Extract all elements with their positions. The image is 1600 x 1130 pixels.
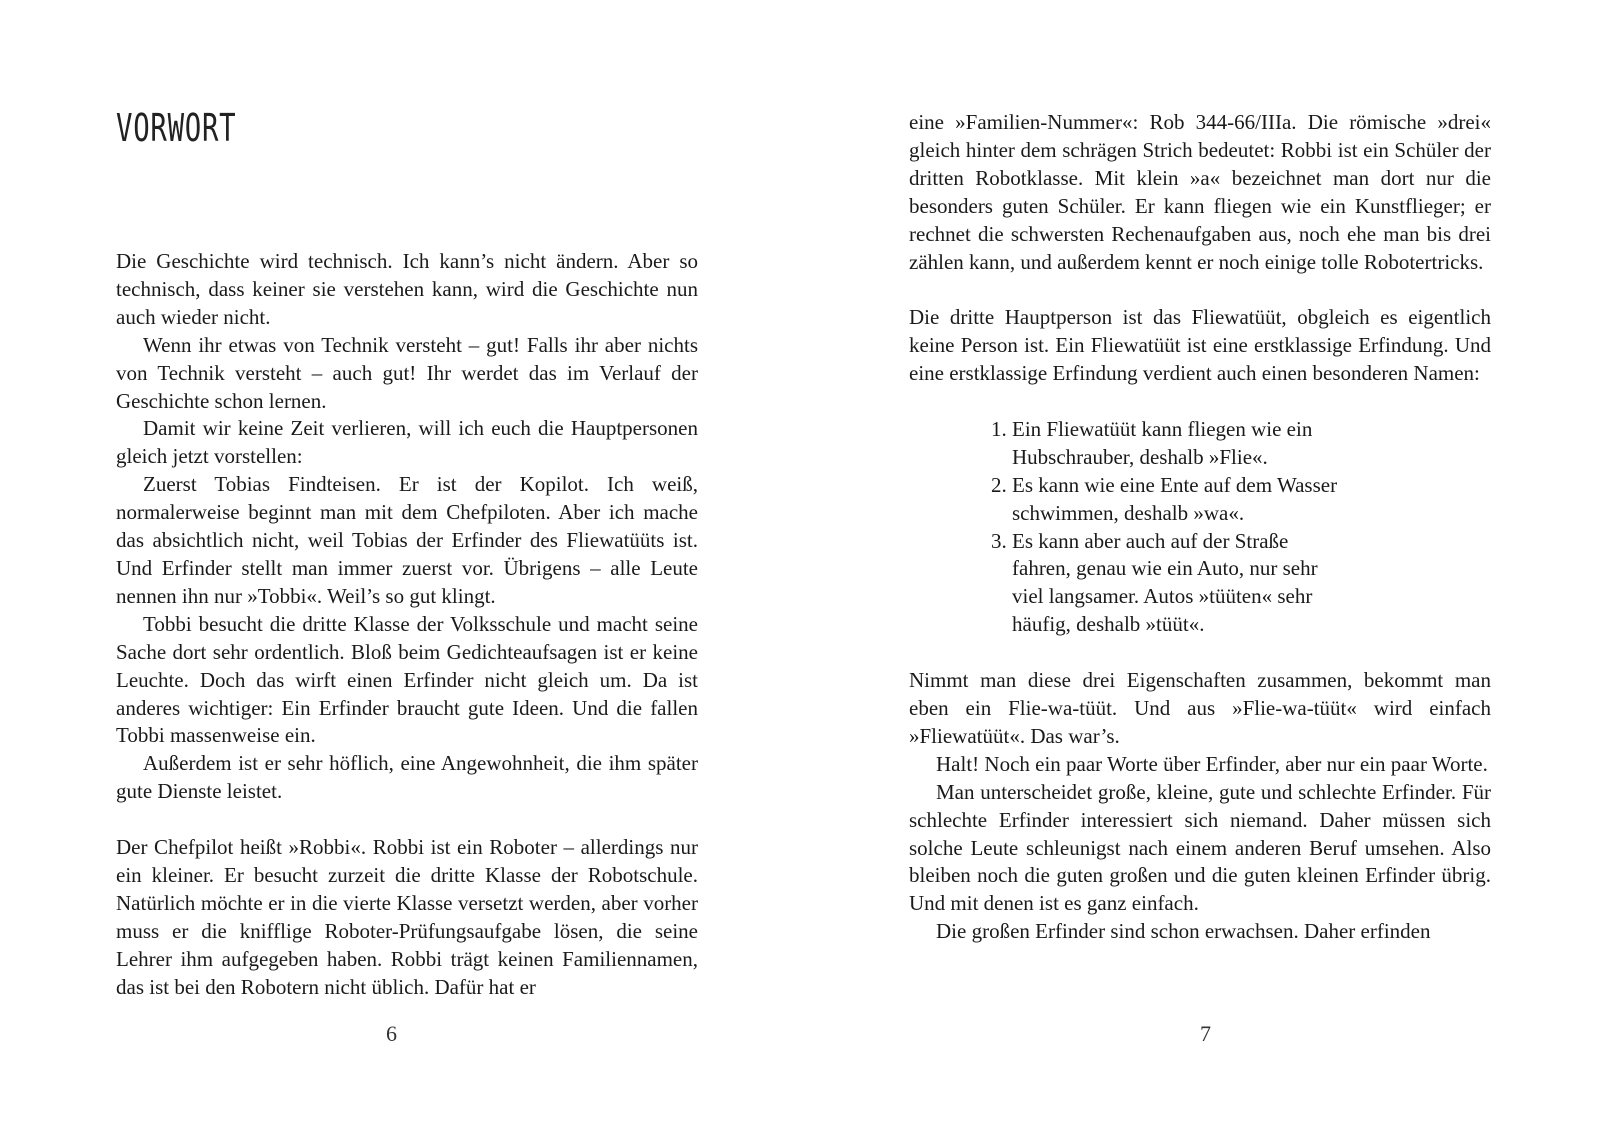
list-item-text: Ein Fliewatüüt kann fliegen wie ein Hubschrauber, deshalb »Flie«. — [1012, 416, 1313, 469]
list-item-number: 3 . — [991, 528, 1007, 556]
chapter-title: VORWORT — [116, 106, 237, 150]
left-page-text — [116, 248, 698, 1001]
paragraph: Die großen Erfinder sind schon erwachsen. Daher erfinden — [936, 919, 1431, 944]
paragraph: eine »Familien-Nummer«: Rob 344-66/IIIa. Die römische »drei« gleich hinter dem schrägen Strich bedeutet: Robbi ist ein Schüler der dritten Robotklasse. Mit klein »a« bezeichnet man dort nur die besonders guten Schüler. Er kann fliegen wie ein Kunstflieger; er rechnet die schwersten Rechenaufgaben aus, noch ehe man bis drei zählen kann, und außerdem kennt er noch einige tolle Robotertricks. — [909, 110, 1491, 274]
paragraph: Wenn ihr etwas von Technik versteht – gut! Falls ihr aber nichts von Technik versteht – auch gut! Ihr werdet das im Verlauf der Geschichte schon lernen. — [116, 332, 698, 413]
right-page-text — [909, 109, 1491, 946]
name-origin-list — [909, 416, 1499, 639]
left-page — [116, 0, 698, 1130]
paragraph: Nimmt man diese drei Eigenschaften zusammen, bekommt man eben ein Flie-wa-tüüt. Und aus »Flie-wa-tüüt« wird einfach »Fliewatüüt«. Das war’s. — [909, 668, 1491, 748]
list-item-text: Es kann aber auch auf der Straße fahren, genau wie ein Auto, nur sehr viel langsamer. Autos »tüüten« sehr häufig, deshalb »tüüt«. — [1012, 528, 1318, 637]
page-number: 7 — [1200, 1021, 1211, 1046]
list-item — [991, 528, 1345, 640]
paragraph: Die dritte Hauptperson ist das Fliewatüüt, obgleich es eigentlich keine Person ist. Ein Fliewatüüt ist eine erstklassige Erfindung. Und eine erstklassige Erfindung verdient auch einen besonderen Namen: — [909, 305, 1491, 386]
paragraph: Man unterscheidet große, kleine, gute und schlechte Erfinder. Für schlechte Erfinder interessiert sich niemand. Daher müssen sich solche Leute schleunigst nach einem anderen Beruf umsehen. Also bleiben noch die guten großen und die guten kleinen Erfinder übrig. Und mit denen ist es ganz einfach. — [909, 779, 1491, 916]
paragraph: Halt! Noch ein paar Worte über Erfinder, aber nur ein paar Worte. — [936, 751, 1488, 776]
paragraph: Zuerst Tobias Findteisen. Er ist der Kopilot. Ich weiß, normalerweise beginnt man mit dem Chefpiloten. Aber ich mache das absichtlich nicht, weil Tobias der Erfinder des Fliewatüüts ist. Und Erfinder stellt man immer zuerst vor. Übrigens – alle Leute nennen ihn nur »Tobbi«. Weil’s so gut klingt. — [116, 472, 698, 608]
list-item-number: 1 . — [991, 416, 1007, 444]
paragraph: Der Chefpilot heißt »Robbi«. Robbi ist ein Roboter – allerdings nur ein kleiner. Er besucht zurzeit die dritte Klasse der Robotschule. Natürlich möchte er in die vierte Klasse versetzt werden, aber vorher muss er die knifflige Roboter-Prüfungsaufgabe lösen, die seine Lehrer ihm aufgegeben haben. Robbi trägt keinen Familiennamen, das ist bei den Robotern nicht üblich. Dafür hat er — [116, 835, 698, 999]
list-item-text: Es kann wie eine Ente auf dem Wasser schwimmen, deshalb »wa«. — [1012, 472, 1338, 525]
paragraph: Damit wir keine Zeit verlieren, will ich euch die Hauptpersonen gleich jetzt vorstellen: — [116, 416, 698, 469]
paragraph: Tobbi besucht die dritte Klasse der Volksschule und macht seine Sache dort sehr ordentlich. Bloß beim Gedichteaufsagen ist er keine Leuchte. Doch das wirft einen Erfinder nicht gleich um. Da ist anderes wichtiger: Ein Erfinder braucht gute Ideen. Und die fallen Tobbi massenweise ein. — [116, 611, 698, 748]
list-item — [991, 416, 1345, 472]
right-page — [909, 0, 1491, 1130]
paragraph: Außerdem ist er sehr höflich, eine Angewohnheit, die ihm später gute Dienste leistet. — [116, 751, 698, 804]
list-item-number: 2 . — [991, 472, 1007, 500]
paragraph: Die Geschichte wird technisch. Ich kann’s nicht ändern. Aber so technisch, dass keiner sie verstehen kann, wird die Geschichte nun auch wieder nicht. — [116, 249, 698, 329]
page-number: 6 — [386, 1021, 397, 1046]
list-item — [991, 472, 1345, 528]
